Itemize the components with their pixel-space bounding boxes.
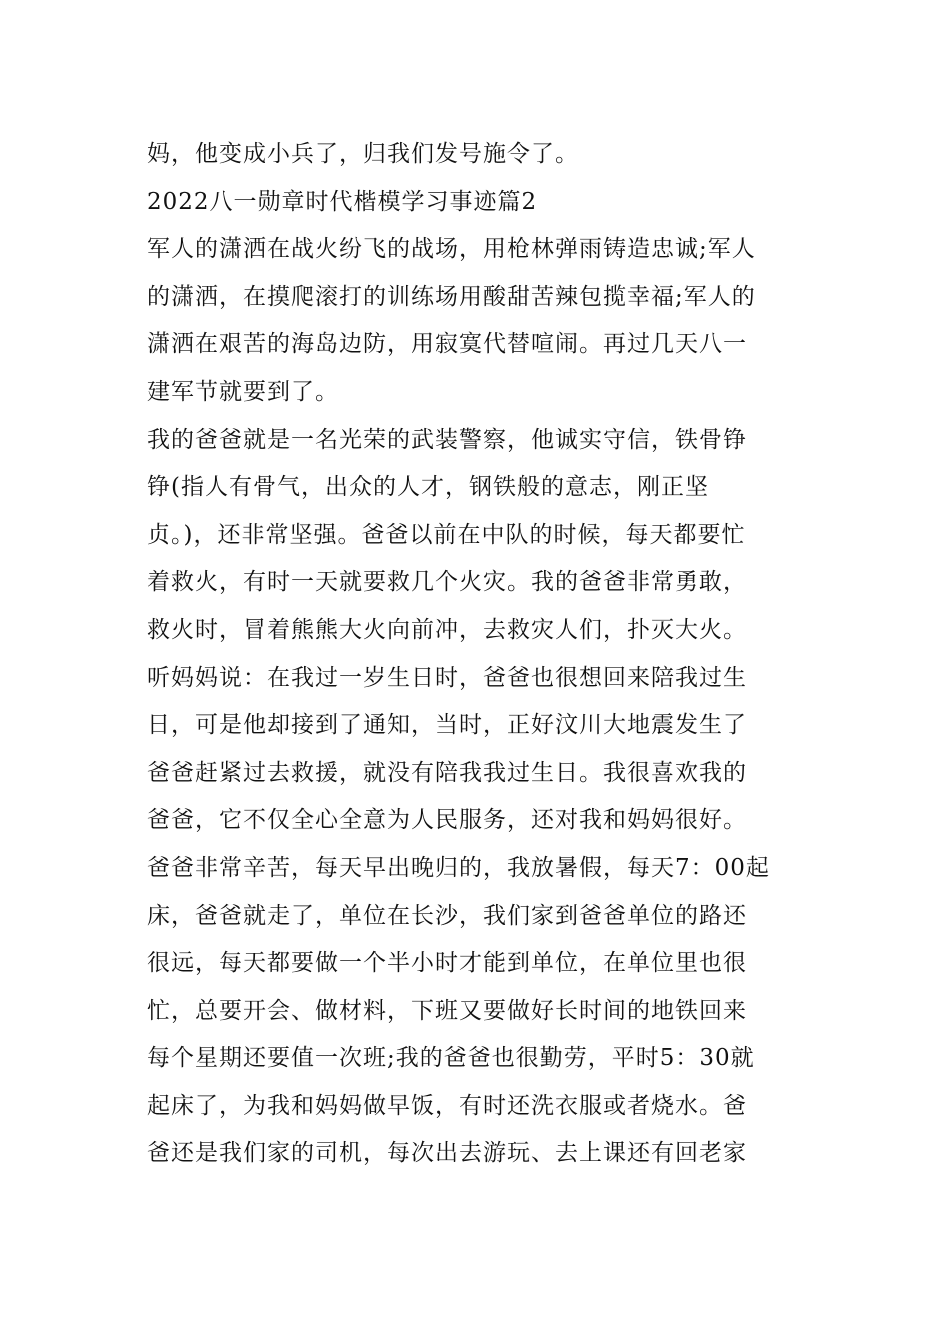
text-line: 救火时，冒着熊熊大火向前冲，去救灾人们，扑灭大火。 xyxy=(147,616,747,643)
text-line: 忙，总要开会、做材料，下班又要做好长时间的地铁回来 xyxy=(147,997,747,1024)
text-line: 起床了，为我和妈妈做早饭，有时还洗衣服或者烧水。爸 xyxy=(147,1092,747,1119)
text-line: 着救火，有时一天就要救几个火灾。我的爸爸非常勇敢， xyxy=(147,569,747,596)
text-line: 爸爸，它不仅全心全意为人民服务，还对我和妈妈很好。 xyxy=(147,807,747,834)
text-line: 日，可是他却接到了通知，当时，正好汶川大地震发生了 xyxy=(147,712,747,739)
text-line: 爸还是我们家的司机，每次出去游玩、去上课还有回老家 xyxy=(147,1140,747,1167)
section-heading: 2022八一勋章时代楷模学习事迹篇2 xyxy=(147,188,538,215)
text-line: 爸爸赶紧过去救援，就没有陪我我过生日。我很喜欢我的 xyxy=(147,759,747,786)
text-line: 听妈妈说：在我过一岁生日时，爸爸也很想回来陪我过生 xyxy=(147,664,747,691)
text-line: 的潇洒，在摸爬滚打的训练场用酸甜苦辣包揽幸福;军人的 xyxy=(147,283,756,310)
text-line: 爸爸非常辛苦，每天早出晚归的，我放暑假，每天7：00起 xyxy=(147,854,770,881)
text-line: 床，爸爸就走了，单位在长沙，我们家到爸爸单位的路还 xyxy=(147,902,747,929)
text-line: 军人的潇洒在战火纷飞的战场，用枪林弹雨铸造忠诚;军人 xyxy=(147,236,756,263)
text-line: 我的爸爸就是一名光荣的武装警察，他诚实守信，铁骨铮 xyxy=(147,426,747,453)
text-line: 铮(指人有骨气，出众的人才，钢铁般的意志，刚正坚 xyxy=(147,474,709,501)
text-line: 很远，每天都要做一个半小时才能到单位，在单位里也很 xyxy=(147,950,747,977)
text-line: 建军节就要到了。 xyxy=(147,378,339,405)
text-line: 妈，他变成小兵了，归我们发号施令了。 xyxy=(147,141,579,167)
text-line: 贞。)，还非常坚强。爸爸以前在中队的时候，每天都要忙 xyxy=(147,521,746,548)
text-line: 每个星期还要值一次班;我的爸爸也很勤劳，平时5：30就 xyxy=(147,1045,755,1072)
text-line: 潇洒在艰苦的海岛边防，用寂寞代替喧闹。再过几天八一 xyxy=(147,331,747,358)
document-body xyxy=(147,131,812,1178)
